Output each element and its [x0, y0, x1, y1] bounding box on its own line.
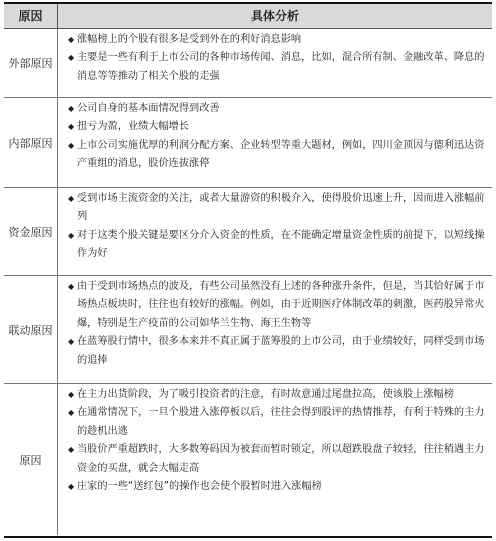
bullet-icon: ◆ — [68, 53, 75, 63]
list-item-text: 主要是一些有利于上市公司的各种市场传闻、消息，比如，混合所有制、金融改革、降息的消息等等推动了相关个股的走强 — [77, 52, 485, 82]
row-label: 内部原因 — [4, 98, 58, 187]
bullet-icon: ◆ — [68, 35, 75, 44]
bullet-icon: ◆ — [68, 390, 75, 399]
list-item — [68, 404, 486, 441]
list-item — [68, 386, 486, 404]
row-label: 资金原因 — [4, 188, 58, 275]
list-item-text: 公司自身的基本面情况得到改善 — [77, 103, 220, 114]
table-row — [4, 188, 492, 276]
table-header — [4, 4, 492, 29]
bullet-icon: ◆ — [68, 194, 75, 203]
list-item — [68, 190, 486, 227]
bullet-icon: ◆ — [68, 445, 75, 455]
table-body — [4, 29, 492, 535]
row-analysis — [58, 384, 492, 535]
bullet-icon: ◆ — [68, 230, 75, 240]
row-label: 联动原因 — [4, 276, 58, 383]
list-item-text: 在蓝筹股行情中，很多本来并不真正属于蓝筹股的上市公司，由于业绩较好，同样受到市场的追捧 — [77, 336, 485, 366]
row-analysis — [58, 276, 492, 383]
header-reason: 原因 — [4, 4, 58, 28]
list-item-text: 当股价严重超跌时，大多数筹码因为被套而暂时锁定，所以超跌股盘子较轻，往往稍遇主力资金的买盘，就会大幅走高 — [77, 444, 485, 474]
row-label: 原因 — [4, 384, 58, 535]
list-item — [68, 333, 486, 370]
row-label: 外部原因 — [4, 29, 58, 97]
table-row — [4, 98, 492, 188]
list-item-text: 在通常情况下，一旦个股进入涨停板以后，往往会得到股评的热情推荐，有利于特殊的主力的趁机出逃 — [77, 407, 485, 437]
bullet-icon: ◆ — [68, 337, 75, 347]
table-row — [4, 29, 492, 98]
list-item-text: 在主力出货阶段，为了吸引投资者的注意，有时故意通过尾盘拉高，使该股上涨幅榜 — [77, 389, 454, 400]
table-row — [4, 384, 492, 535]
bullet-icon: ◆ — [68, 104, 75, 113]
row-analysis — [58, 98, 492, 187]
list-item — [68, 31, 486, 49]
list-item — [68, 137, 486, 174]
list-item — [68, 100, 486, 118]
bullet-icon: ◆ — [68, 140, 75, 150]
list-item-text: 对于这类个股关键是要区分介入资金的性质，在不能确定增量资金性质的前提下，以短线操作为好 — [77, 229, 485, 260]
list-item-text: 庄家的一些“送红包”的操作也会使个股暂时进入涨幅榜 — [77, 481, 322, 493]
list-item-text: 上市公司实施优厚的利润分配方案、企业转型等重大题材，例如，四川金顶因与德利迅达资产重组的消息，股价连拔涨停 — [77, 139, 485, 170]
list-item — [68, 478, 486, 496]
list-item — [68, 49, 486, 86]
bullet-icon: ◆ — [68, 408, 75, 418]
list-item-text: 受到市场主流资金的关注，或者大量游资的积极介入，使得股价迅速上升，因而进入涨幅前列 — [77, 193, 485, 223]
list-item — [68, 278, 486, 333]
bullet-icon: ◆ — [68, 482, 75, 492]
bullet-icon: ◆ — [68, 282, 75, 291]
bullet-icon: ◆ — [68, 122, 75, 132]
analysis-table — [4, 2, 492, 538]
list-item-text: 涨幅榜上的个股有很多是受到外在的利好消息影响 — [77, 34, 302, 45]
table-row — [4, 276, 492, 384]
list-item-text: 由于受到市场热点的波及，有些公司虽然没有上述的各种涨升条件，但是，当其恰好属于市场热点板块时，往往也有较好的涨幅。例如，由于近期医疗体制改革的刺激，医药股异常火爆，特别是生产疫苗的公司如华兰生物、海王生物等 — [77, 281, 485, 329]
list-item — [68, 441, 486, 478]
list-item-text: 扭亏为盈，业绩大幅增长 — [77, 121, 190, 133]
list-item — [68, 227, 486, 264]
row-analysis — [58, 188, 492, 275]
header-analysis: 具体分析 — [250, 9, 299, 23]
list-item — [68, 118, 486, 136]
row-analysis — [58, 29, 492, 97]
